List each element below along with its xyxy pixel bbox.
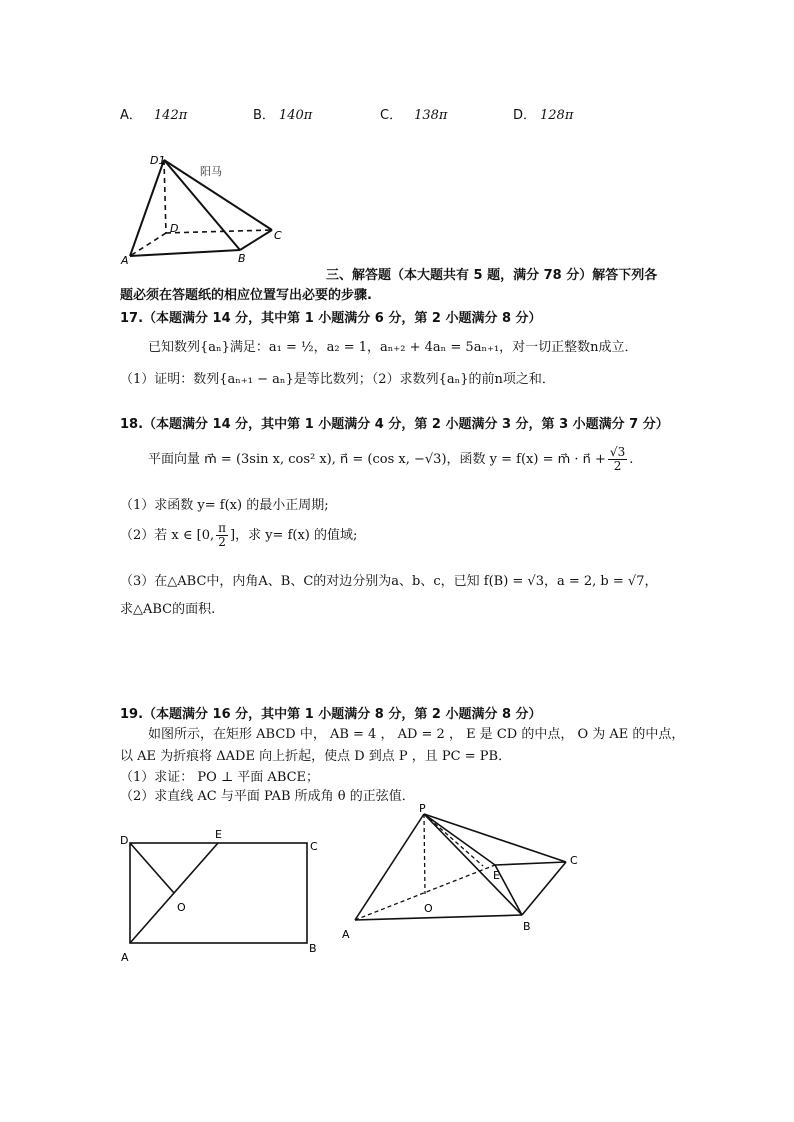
label-c: C — [274, 229, 282, 242]
option-a-value: 142π — [153, 108, 188, 123]
q18-part2 — [120, 522, 357, 549]
label-fold-p: P — [419, 802, 426, 815]
section3-line2: 题必须在答题纸的相应位置写出必要的步骤. — [120, 288, 372, 303]
label-rect-d: D — [120, 834, 129, 847]
label-fold-e: E — [493, 869, 500, 882]
q19-part2: （2）求直线 AC 与平面 PAB 所成角 θ 的正弦值． — [120, 789, 415, 804]
label-d1: D1 — [150, 154, 166, 167]
q19-header: 19.（本题满分 16 分，其中第 1 小题满分 8 分，第 2 小题满分 8 分） — [120, 707, 542, 722]
option-c-value: 138π — [414, 108, 448, 123]
label-d: D — [170, 222, 179, 235]
label-rect-c: C — [310, 840, 318, 853]
q17-parts: （1）证明：数列{aₙ₊₁ − aₙ}是等比数列；（2）求数列{aₙ}的前n项之和． — [120, 372, 555, 387]
option-b-label: B． — [253, 108, 275, 123]
label-yangma: 阳马 — [200, 165, 222, 178]
option-a-label: A． — [120, 108, 142, 123]
q18-part2-a: （2）若 x ∈ [0, — [120, 528, 215, 543]
option-c-label: C． — [380, 108, 403, 123]
option-c — [380, 104, 447, 123]
label-rect-b: B — [309, 942, 317, 955]
q17-header: 17.（本题满分 14 分，其中第 1 小题满分 6 分，第 2 小题满分 8 分） — [120, 311, 542, 326]
label-fold-b: B — [523, 920, 531, 933]
label-b: B — [238, 252, 246, 265]
q18-p2-den: 2 — [218, 535, 226, 549]
figure-yangma — [118, 148, 293, 266]
q18-part3-b: 求△ABC的面积. — [120, 602, 216, 617]
q18-part1: （1）求函数 y= f(x) 的最小正周期; — [120, 498, 329, 513]
label-fold-c: C — [570, 854, 578, 867]
option-b-value: 140π — [278, 108, 313, 123]
q19-line1: 如图所示，在矩形 ABCD 中， AB = 4 ， AD = 2 ， E 是 CD 的中点， O 为 AE 的中点， — [148, 727, 685, 742]
q17-stem: 已知数列{aₙ}满足：a₁ = ½，a₂ = 1，aₙ₊₂ + 4aₙ = 5aₙ₊₁，对一切正整数n成立． — [148, 340, 638, 355]
q18-part3-a: （3）在△ABC中，内角A、B、C的对边分别为a、b、c，已知 f(B) = √3，a = 2, b = √7， — [120, 574, 658, 589]
q19-line2: 以 AE 为折痕将 ΔADE 向上折起，使点 D 到点 P ，且 PC = PB． — [120, 749, 512, 764]
label-rect-e: E — [215, 828, 222, 841]
q18-fraction — [608, 446, 627, 473]
q18-part2-b: ]，求 y= f(x) 的值域; — [230, 528, 358, 543]
option-d-value: 128π — [540, 108, 574, 123]
section3-line1: 三、解答题（本大题共有 5 题，满分 78 分）解答下列各 — [326, 268, 658, 283]
option-d — [513, 104, 573, 123]
figure-rectangle — [115, 825, 330, 965]
label-rect-o: O — [177, 901, 186, 914]
label-fold-o: O — [424, 902, 433, 915]
q18-frac-num: √3 — [609, 445, 626, 459]
q18-stem-end: . — [629, 452, 634, 467]
q18-frac-den: 2 — [613, 459, 622, 473]
option-b — [253, 104, 312, 123]
q18-p2-fraction — [216, 522, 228, 549]
q18-header: 18.（本题满分 14 分，其中第 1 小题满分 4 分，第 2 小题满分 3 分，第 3 小题满分 7 分） — [120, 417, 669, 432]
q19-part1: （1）求证： PO ⊥ 平面 ABCE； — [120, 770, 320, 785]
label-fold-a: A — [342, 928, 350, 941]
q18-stem — [148, 446, 633, 473]
label-a: A — [121, 254, 129, 266]
option-d-label: D． — [513, 108, 537, 123]
q18-p2-num: π — [218, 521, 226, 535]
q18-stem-a: 平面向量 m⃗ = (3sin x, cos² x), n⃗ = (cos x, −√3)，函数 y = f(x) = m⃗ · n⃗ + — [148, 452, 606, 467]
figure-folded — [338, 802, 588, 944]
label-rect-a: A — [121, 951, 129, 964]
option-a — [120, 104, 187, 123]
